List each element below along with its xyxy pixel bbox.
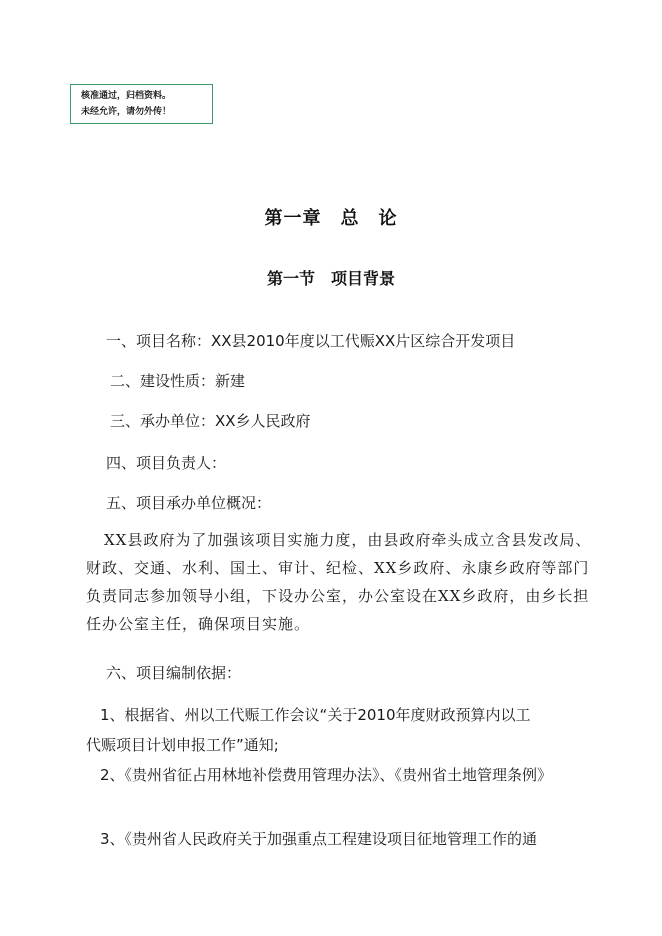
basis-item-1-line-1: 1、根据省、州以工代赈工作会议“关于2010年度财政预算内以工 bbox=[100, 706, 531, 724]
overview-line: 任办公室主任，确保项目实施。 bbox=[86, 615, 311, 633]
overview-line: 负责同志参加领导小组，下设办公室，办公室设在XX乡政府，由乡长担 bbox=[86, 587, 590, 605]
basis-item-1-line-2: 代赈项目计划申报工作”通知; bbox=[86, 736, 279, 754]
item-construction-nature: 二、建设性质：新建 bbox=[110, 372, 246, 390]
basis-item-3: 3、《贵州省人民政府关于加强重点工程建设项目征地管理工作的通 bbox=[100, 830, 538, 848]
stamp-line-2: 未经允许，请勿外传！ bbox=[81, 107, 172, 117]
basis-heading: 六、项目编制依据： bbox=[106, 664, 242, 682]
item-undertaking-unit: 三、承办单位：XX乡人民政府 bbox=[110, 412, 311, 430]
basis-item-2: 2、《贵州省征占用林地补偿费用管理办法》、《贵州省土地管理条例》 bbox=[100, 766, 553, 784]
section-title: 第一节 项目背景 bbox=[266, 269, 395, 288]
stamp-line-1: 核准通过，归档资料。 bbox=[81, 91, 172, 101]
chapter-title: 第一章 总 论 bbox=[264, 208, 398, 229]
item-project-name: 一、项目名称：XX县2010年度以工代赈XX片区综合开发项目 bbox=[106, 332, 516, 350]
overview-line: 财政、交通、水利、国土、审计、纪检、XX乡政府、永康乡政府等部门 bbox=[86, 559, 590, 577]
confidential-stamp bbox=[70, 84, 213, 124]
overview-line: XX县政府为了加强该项目实施力度，由县政府牵头成立含县发改局、 bbox=[104, 531, 592, 549]
item-project-leader: 四、项目负责人： bbox=[106, 454, 227, 472]
overview-paragraph bbox=[86, 526, 606, 638]
item-unit-overview: 五、项目承办单位概况： bbox=[106, 494, 272, 512]
